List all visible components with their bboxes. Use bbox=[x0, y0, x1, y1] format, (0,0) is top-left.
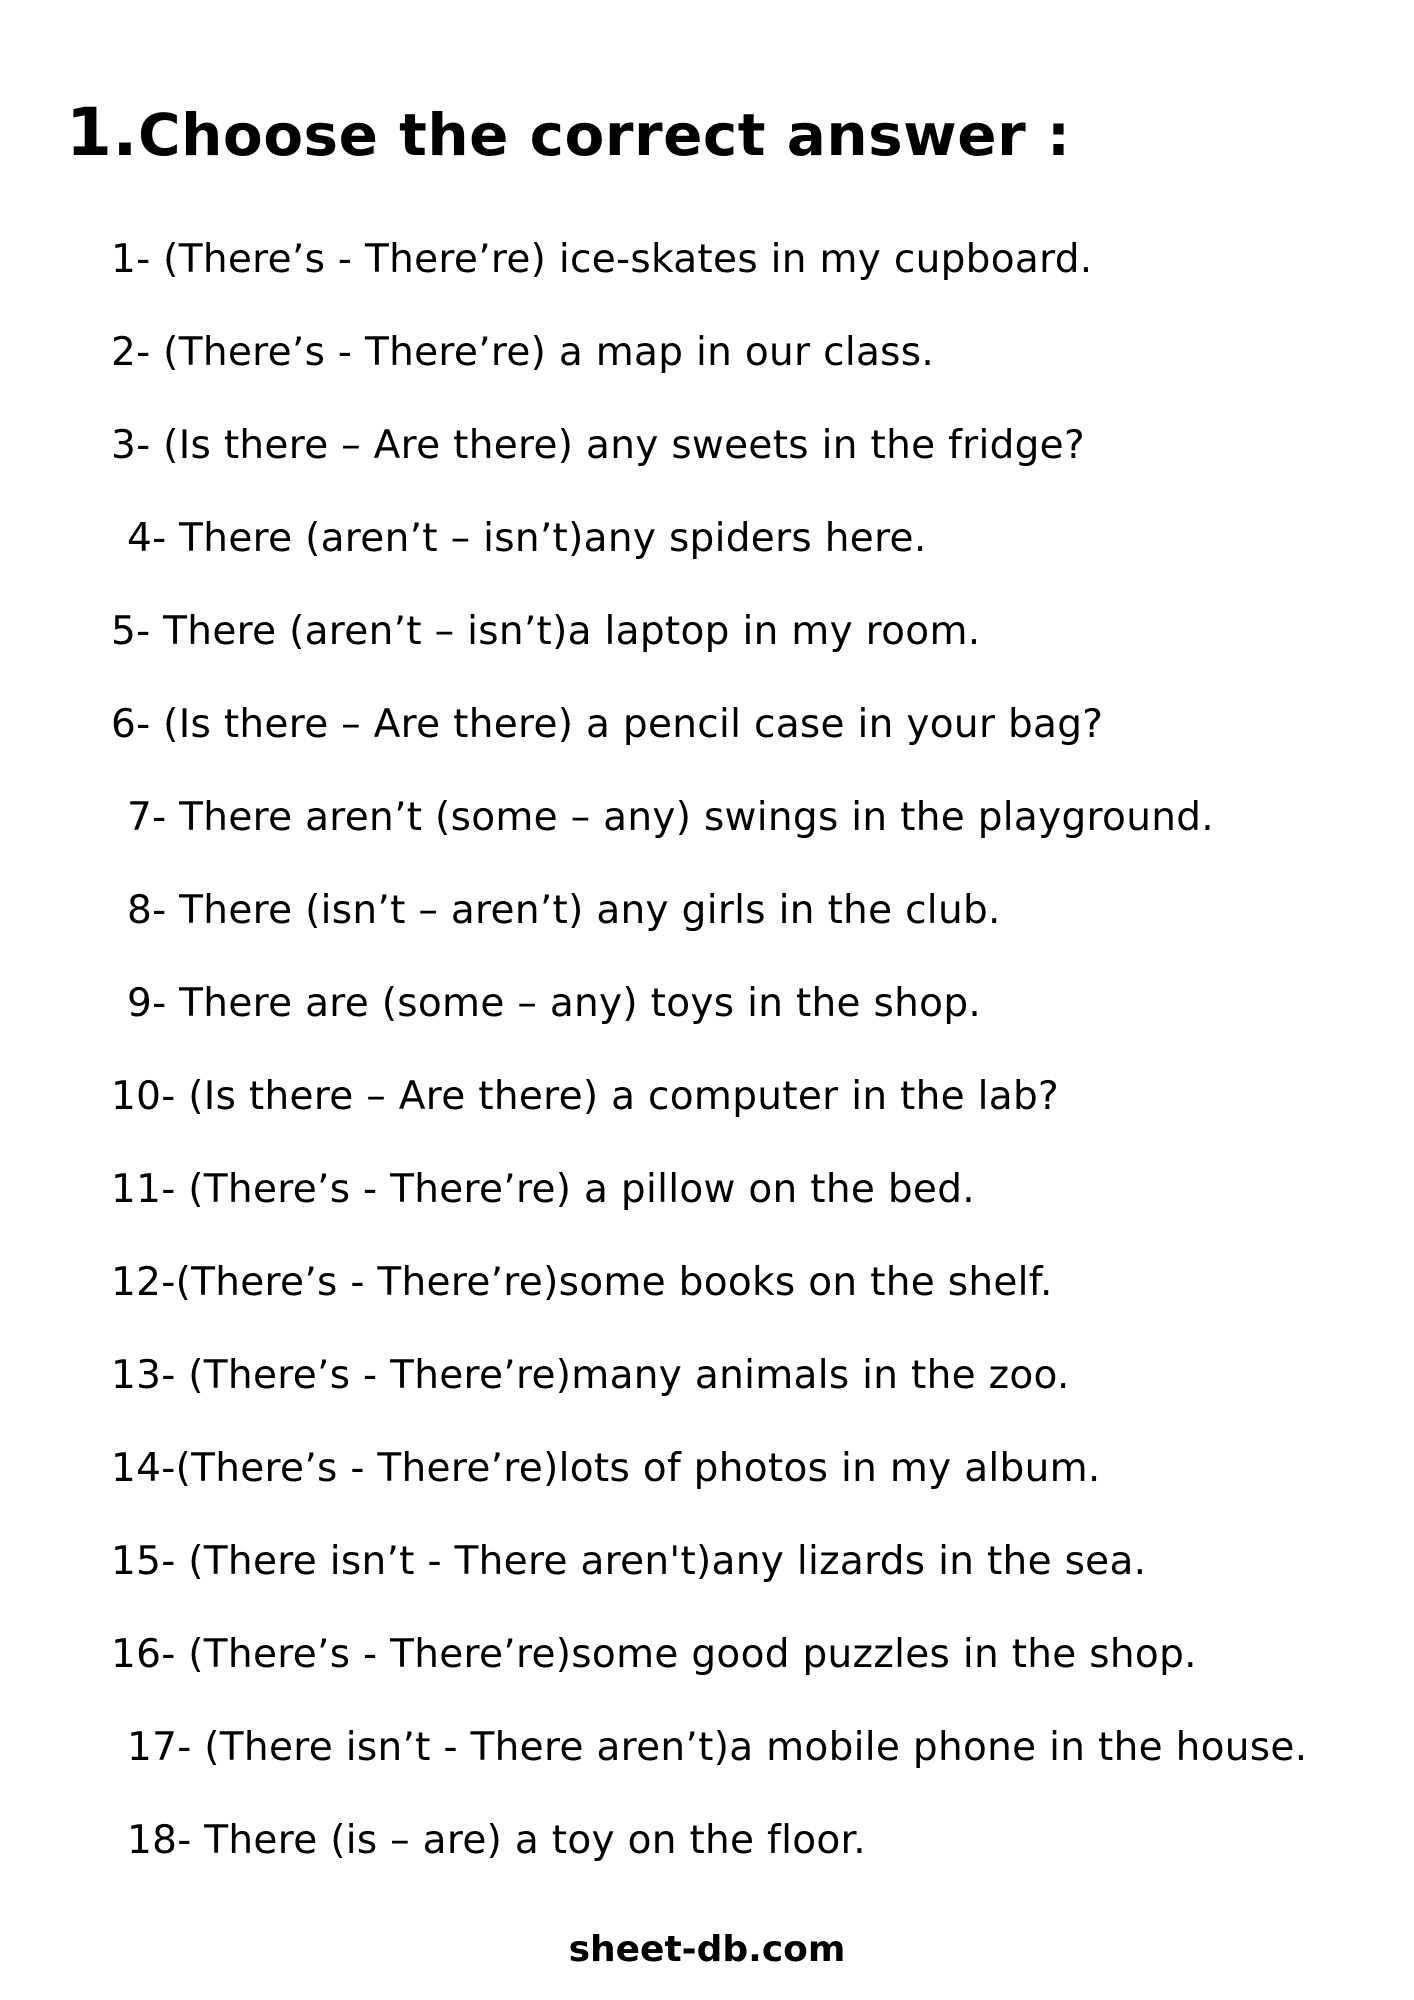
question-item: 10- (Is there – Are there) a computer in the lab? bbox=[111, 1074, 1060, 1119]
exercise-heading bbox=[66, 94, 1071, 171]
question-item: 4- There (aren’t – isn’t)any spiders here. bbox=[127, 516, 927, 561]
question-item: 3- (Is there – Are there) any sweets in the fridge? bbox=[111, 423, 1085, 468]
question-item: 18- There (is – are) a toy on the floor. bbox=[127, 1818, 866, 1863]
question-item: 9- There are (some – any) toys in the shop. bbox=[127, 981, 982, 1026]
question-item: 16- (There’s - There’re)some good puzzles in the shop. bbox=[111, 1632, 1197, 1677]
question-item: 8- There (isn’t – aren’t) any girls in the club. bbox=[127, 888, 1001, 933]
question-item: 15- (There isn’t - There aren't)any lizards in the sea. bbox=[111, 1539, 1147, 1584]
question-item: 13- (There’s - There’re)many animals in the zoo. bbox=[111, 1353, 1070, 1398]
question-item: 12-(There’s - There’re)some books on the shelf. bbox=[111, 1260, 1053, 1305]
question-item: 6- (Is there – Are there) a pencil case in your bag? bbox=[111, 702, 1104, 747]
question-item: 14-(There’s - There’re)lots of photos in my album. bbox=[111, 1446, 1101, 1491]
exercise-number: 1. bbox=[66, 94, 138, 171]
question-item: 5- There (aren’t – isn’t)a laptop in my room. bbox=[111, 609, 981, 654]
question-item: 2- (There’s - There’re) a map in our class. bbox=[111, 330, 935, 375]
question-item: 7- There aren’t (some – any) swings in the playground. bbox=[127, 795, 1214, 840]
site-footer: sheet-db.com bbox=[568, 1929, 846, 1970]
question-item: 17- (There isn’t - There aren’t)a mobile phone in the house. bbox=[127, 1725, 1308, 1770]
question-item: 11- (There’s - There’re) a pillow on the bed. bbox=[111, 1167, 975, 1212]
question-item: 1- (There’s - There’re) ice-skates in my cupboard. bbox=[111, 237, 1093, 282]
exercise-instruction: Choose the correct answer : bbox=[138, 101, 1071, 169]
